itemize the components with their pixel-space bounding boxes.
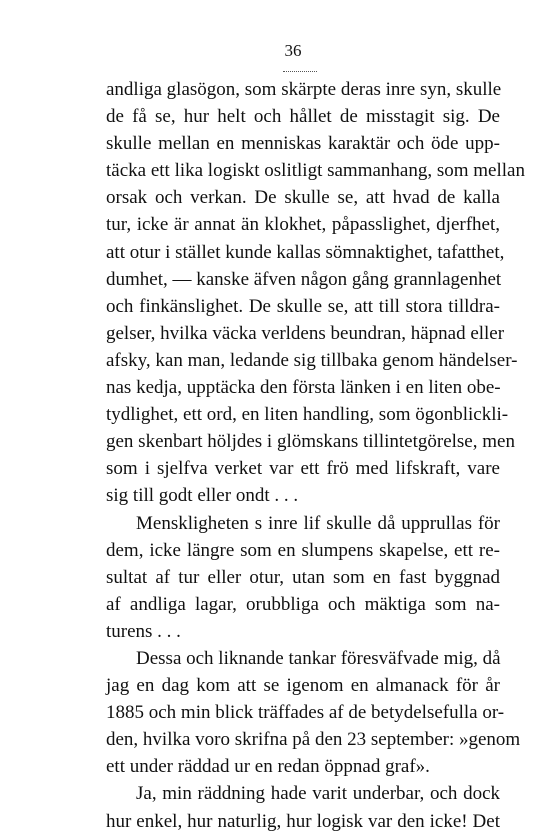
text-line: ett under räddad ur en redan öppnad graf». (106, 756, 430, 778)
text-line: att otur i stället kunde kallas sömnaktighet, tafatthet, (106, 241, 505, 263)
text-line: dem, icke längre som en slumpens skapelse, ett re- (106, 539, 500, 561)
text-line: som i sjelfva verket var ett frö med lifskraft, vare (106, 458, 500, 480)
text-line: täcka ett lika logiskt oslitligt sammanhang, som mellan (106, 160, 525, 182)
text-line: orsak och verkan. De skulle se, att hvad de kalla (106, 187, 500, 209)
header-rule (283, 71, 317, 72)
text-line: den, hvilka voro skrifna på den 23 september: »genom (106, 729, 521, 751)
page-number: 36 (284, 41, 302, 60)
text-line: turens . . . (106, 620, 181, 642)
text-line: hur enkel, hur naturlig, hur logisk var den icke! Det (106, 810, 500, 832)
text-line: sig till godt eller ondt . . . (106, 485, 299, 507)
text-line: Menskligheten s inre lif skulle då upprullas för (136, 512, 500, 534)
text-line: de få se, hur helt och hållet de misstagit sig. De (106, 106, 500, 128)
text-line: jag en dag kom att se igenom en almanack för år (106, 675, 500, 697)
text-line: skulle mellan en menniskas karaktär och öde upp- (106, 133, 500, 155)
text-line: tur, icke är annat än klokhet, påpasslighet, djerfhet, (106, 214, 500, 236)
text-line: andliga glasögon, som skärpte deras inre syn, skulle (106, 79, 502, 100)
text-line: nas kedja, upptäcka den första länken i en liten obe- (106, 377, 501, 399)
body-text (106, 76, 525, 835)
text-line: afsky, kan man, ledande sig tillbaka genom händelser- (106, 349, 518, 371)
text-line: Dessa och liknande tankar föresväfvade mig, då (136, 647, 501, 669)
text-line: gen skenbart höljdes i glömskans tillintetgörelse, men (106, 431, 515, 453)
text-line: Ja, min räddning hade varit underbar, och dock (136, 783, 500, 805)
text-line: af andliga lagar, orubbliga och mäktiga som na- (106, 593, 500, 615)
text-line: dumhet, — kanske äfven någon gång grannlagenhet (106, 268, 502, 290)
text-line: tydlighet, ett ord, en liten handling, som ögonblickli- (106, 404, 509, 426)
text-line: 1885 och min blick träffades af de betydelsefulla or- (106, 702, 505, 724)
text-line: gelser, hvilka väcka verldens beundran, häpnad eller (106, 322, 505, 344)
text-line: sultat af tur eller otur, utan som en fast byggnad (106, 566, 500, 588)
text-line: och finkänslighet. De skulle se, att till stora tilldra- (106, 295, 500, 317)
